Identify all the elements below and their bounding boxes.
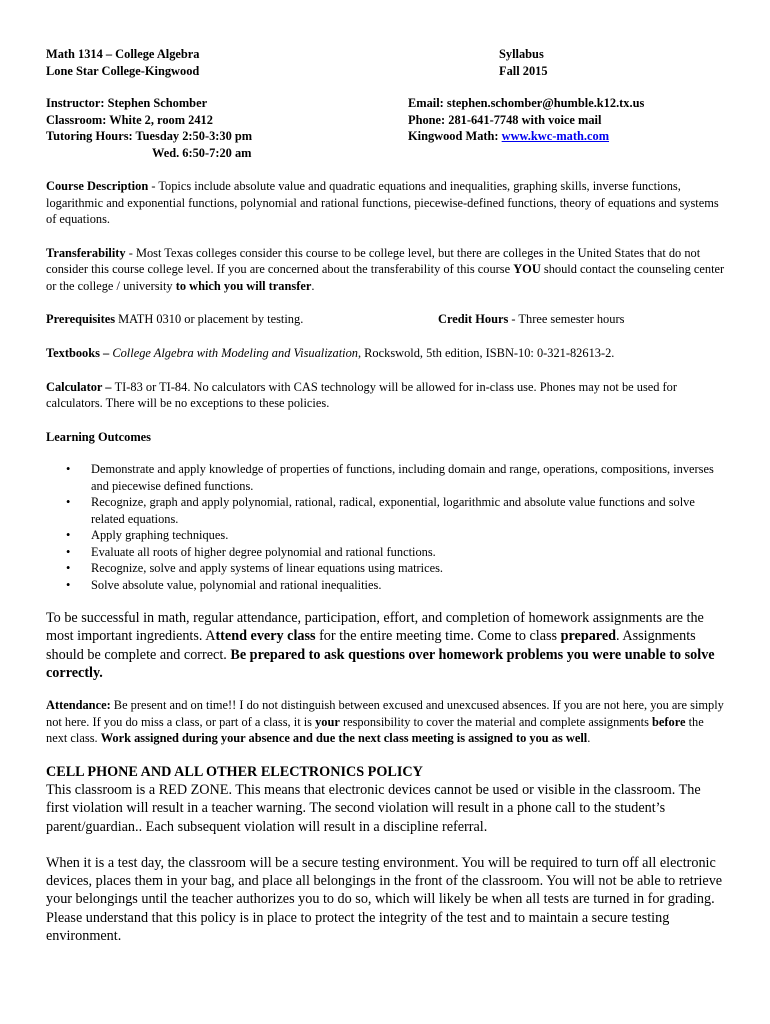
- transferability: [46, 245, 726, 295]
- transferability-text: - Most Texas colleges consider this course to be college level, but there are colleges in the United States that do not consider this course college level. If you are concerned about the transferability of this course: [46, 245, 701, 276]
- success-text-3: . Assignments should be complete and correct.: [46, 628, 696, 663]
- list-item-text: Solve absolute value, polynomial and rational inequalities.: [91, 577, 382, 592]
- list-item-text: Apply graphing techniques.: [91, 528, 229, 542]
- website-label: Kingwood Math:: [408, 129, 502, 143]
- attendance-text-3: the next class.: [46, 714, 704, 746]
- course-title: Math 1314 – College Algebra: [46, 47, 200, 61]
- transferability-period: .: [311, 278, 315, 293]
- list-item: [46, 494, 726, 527]
- success-paragraph: [46, 609, 726, 682]
- syllabus-page: [46, 46, 726, 945]
- bullet-icon: •: [66, 544, 71, 559]
- list-item: [46, 461, 726, 494]
- course-description: [46, 178, 726, 228]
- contact-block: [46, 95, 726, 161]
- website-link[interactable]: www.kwc-math.com: [501, 129, 610, 143]
- success-bold-3: Be prepared to ask questions over homework problems you were unable to solve correctly.: [46, 646, 715, 681]
- doc-type: Syllabus: [499, 47, 544, 61]
- list-item: [46, 577, 726, 594]
- calculator-text: TI-83 or TI-84. No calculators with CAS technology will be allowed for in-class use. Phones may not be used for calculators. There will be no exceptions to these policies.: [46, 379, 678, 410]
- textbook-details: , Rockswold, 5th edition, ISBN-10: 0-321-82613-2.: [357, 346, 615, 360]
- policy-paragraph-1: This classroom is a RED ZONE. This means that electronic devices cannot be used or visible in the classroom. The first violation will result in a teacher warning. The second violation will result in a phone call to the student’s parent/guardian.. Each subsequent violation will result in a discipline referral.: [46, 781, 701, 835]
- bullet-icon: •: [66, 495, 71, 509]
- attendance-bold: your: [315, 714, 340, 729]
- attendance-label: Attendance:: [46, 698, 111, 713]
- college-name: Lone Star College-Kingwood: [46, 63, 200, 78]
- textbooks: [46, 345, 726, 362]
- success-text-2: for the entire meeting time. Come to class: [315, 628, 561, 645]
- textbooks-label: Textbooks –: [46, 346, 113, 360]
- list-item: [46, 560, 726, 577]
- list-item-text: Evaluate all roots of higher degree polynomial and rational functions.: [91, 544, 436, 559]
- credit-hours-label: Credit Hours: [438, 312, 509, 326]
- policy-paragraph-2: When it is a test day, the classroom will be a secure testing environment. You will be required to turn off all electronic devices, places them in your bag, and place all belongings in the front of the classroom. You will not be able to retrieve your belongings until the teacher authorizes you to do so, which will likely be when all tests are turned in for grading. Please understand that this policy is in place to protect the integrity of the test and to maintain a secure testing environment.: [46, 854, 723, 945]
- calculator-label: Calculator –: [46, 379, 115, 394]
- phone: Phone: 281-641-7748 with voice mail: [408, 112, 602, 127]
- header: [46, 46, 726, 80]
- bullet-icon: •: [66, 528, 71, 542]
- transferability-you: YOU: [513, 262, 541, 276]
- prereq-row: [46, 311, 726, 328]
- credit-hours: [438, 311, 624, 328]
- tutoring-hours-2: Wed. 6:50-7:20 am: [152, 145, 252, 160]
- instructor: Instructor: Stephen Schomber: [46, 96, 208, 110]
- list-item-text: Recognize, solve and apply systems of linear equations using matrices.: [91, 561, 444, 575]
- contact-right: [408, 95, 644, 145]
- success-text: To be successful in math, regular attendance, participation, effort, and completion of homework assignments are the most important ingredients. A: [46, 610, 704, 645]
- attendance-paragraph: [46, 697, 726, 747]
- success-bold-2: prepared: [560, 628, 617, 645]
- attendance-bold-3: Work assigned during your absence and due the next class meeting is assigned to you as well: [100, 731, 588, 746]
- attendance-bold-2: before: [652, 714, 686, 729]
- attendance-text: Be present and on time!! I do not distinguish between excused and unexcused absences. If you are not here, you are simply not here. If you do miss a class, or part of a class, it is: [46, 698, 724, 729]
- header-left: [46, 46, 200, 79]
- header-right: [499, 46, 548, 79]
- attendance-text-2: responsibility to cover the material and complete assignments: [339, 714, 652, 729]
- learning-outcomes-list: [46, 461, 726, 593]
- credit-hours-text: - Three semester hours: [508, 312, 625, 326]
- learning-outcomes-heading: Learning Outcomes: [46, 429, 151, 444]
- course-description-text: - Topics include absolute value and quadratic equations and inequalities, graphing skills, inverse functions, logarithmic and exponential functions, polynomial and rational functions, piecewise-defined functions, theory of equations and systems of equations.: [46, 179, 719, 226]
- prerequisites-text: MATH 0310 or placement by testing.: [115, 312, 304, 326]
- transferability-label: Transferability: [46, 245, 126, 260]
- term: Fall 2015: [499, 63, 548, 78]
- policy-heading: CELL PHONE AND ALL OTHER ELECTRONICS POLICY: [46, 763, 423, 780]
- bullet-icon: •: [66, 561, 71, 575]
- list-item: [46, 544, 726, 561]
- prerequisites-label: Prerequisites: [46, 312, 116, 326]
- transferability-bold: to which you will transfer: [175, 278, 312, 293]
- bullet-icon: •: [66, 577, 71, 592]
- prerequisites: [46, 312, 303, 326]
- list-item-text: Recognize, graph and apply polynomial, rational, radical, exponential, logarithmic and absolute value functions and solve related equations.: [91, 495, 695, 526]
- success-bold: ttend every class: [215, 628, 316, 645]
- classroom: Classroom: White 2, room 2412: [46, 112, 213, 127]
- tutoring-hours: Tutoring Hours: Tuesday 2:50-3:30 pm: [46, 129, 253, 143]
- course-description-label: Course Description: [46, 179, 149, 193]
- calculator: [46, 379, 726, 412]
- contact-left: [46, 95, 252, 161]
- list-item-text: Demonstrate and apply knowledge of properties of functions, including domain and range, operations, compositions, inverses and piecewise defined functions.: [91, 462, 714, 493]
- website-row: [408, 128, 644, 145]
- attendance-text-4: .: [587, 731, 591, 746]
- email: Email: stephen.schomber@humble.k12.tx.us: [408, 96, 645, 110]
- list-item: [46, 527, 726, 544]
- transferability-text-2: should contact the counseling center or the college / university: [46, 262, 725, 293]
- textbook-title: College Algebra with Modeling and Visualization: [112, 346, 358, 360]
- bullet-icon: •: [66, 462, 71, 476]
